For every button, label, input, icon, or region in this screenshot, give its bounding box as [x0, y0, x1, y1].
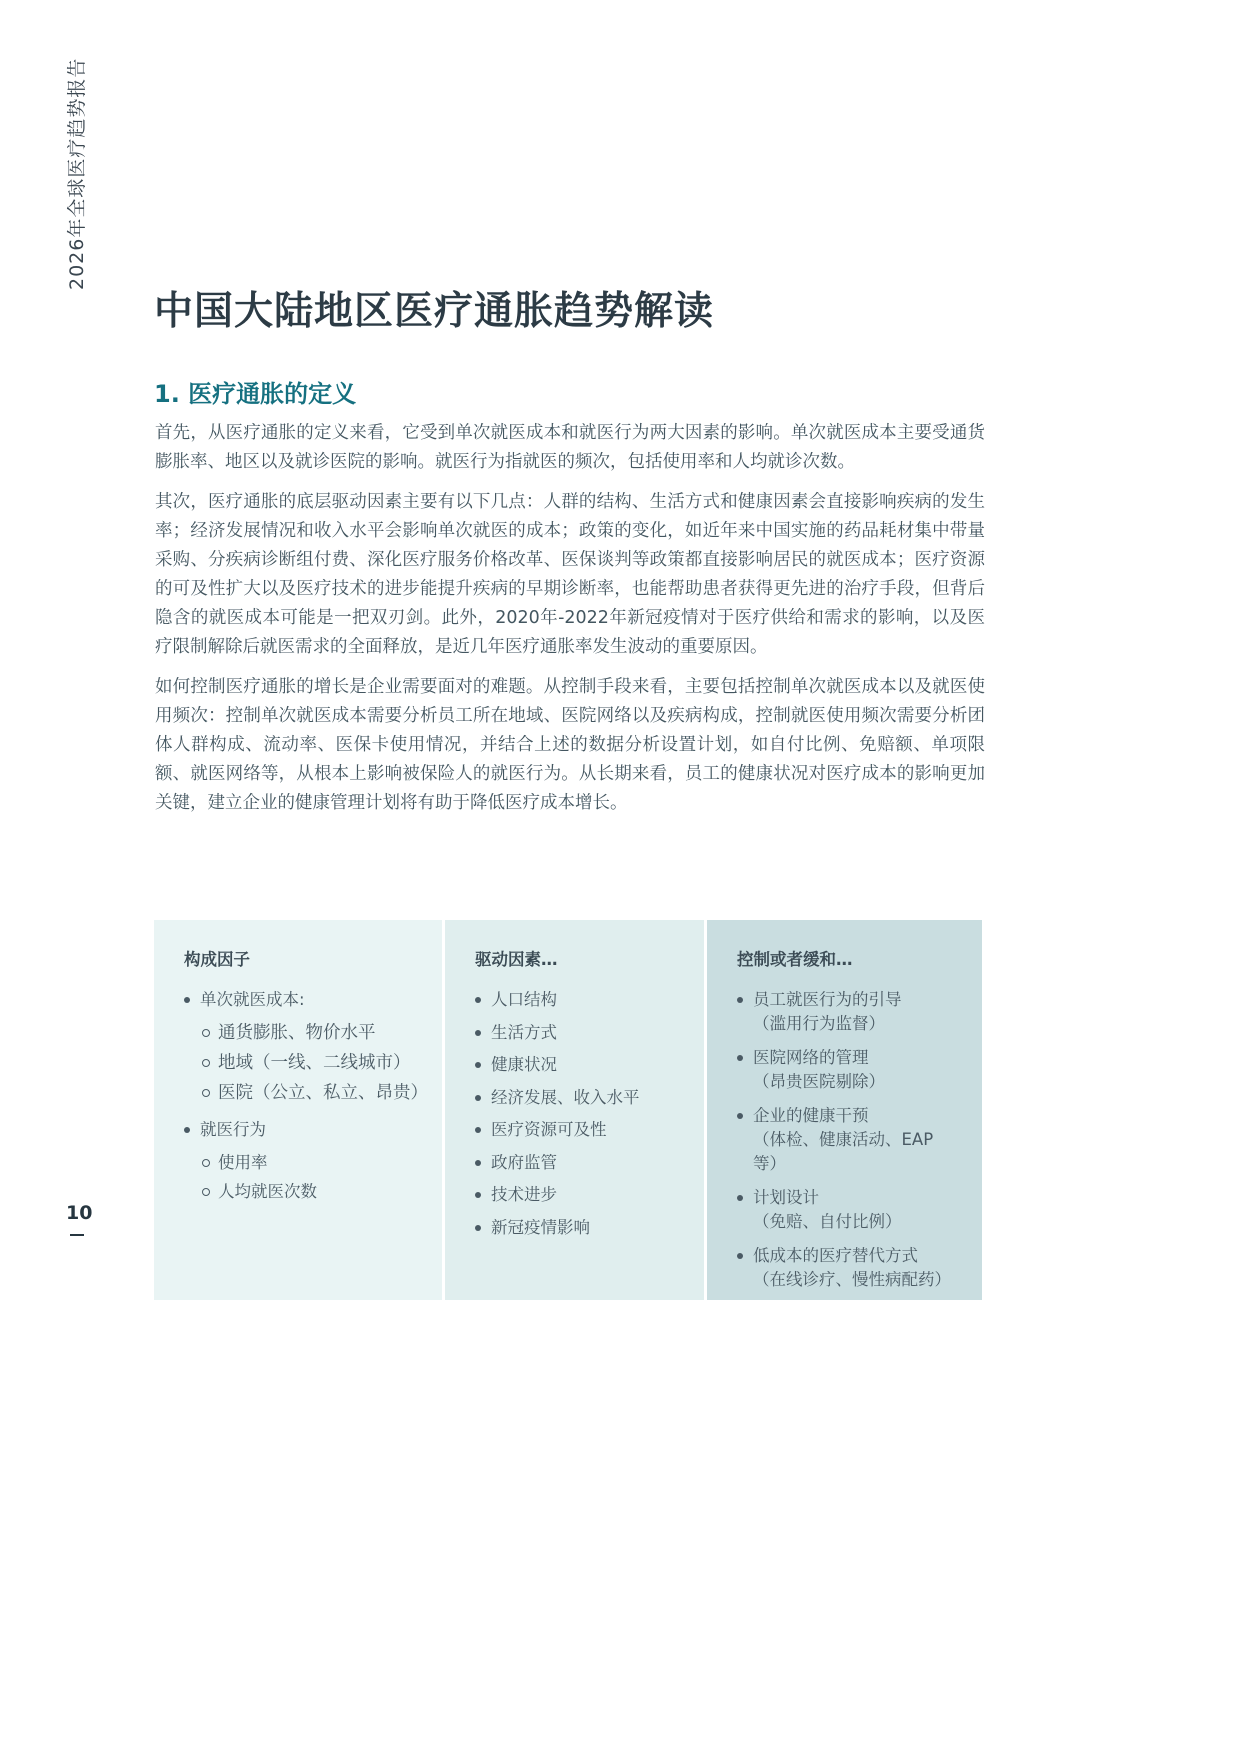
page-title: 中国大陆地区医疗通胀趋势解读 [154, 289, 715, 334]
list-item-label: 医院网络的管理 [753, 1048, 869, 1067]
bullet-list [737, 988, 962, 1292]
sub-list [200, 1148, 422, 1206]
page-number: 10 [66, 1202, 92, 1228]
sub-list [200, 1018, 428, 1108]
list-item-label: 员工就医行为的引导 [753, 990, 902, 1009]
sub-list-item: 通货膨胀、物价水平 [200, 1018, 422, 1048]
table-column-controls [707, 920, 982, 1300]
list-item-note: （在线诊疗、慢性病配药） [753, 1270, 951, 1289]
list-item [737, 1104, 962, 1176]
list-item: 技术进步 [475, 1183, 684, 1207]
table-column-drivers [445, 920, 707, 1300]
list-item-label: 低成本的医疗替代方式 [753, 1246, 918, 1265]
list-item-label: 计划设计 [753, 1188, 819, 1207]
body-text [155, 419, 985, 829]
paragraph: 其次，医疗通胀的底层驱动因素主要有以下几点：人群的结构、生活方式和健康因素会直接影响疾病的发生率；经济发展情况和收入水平会影响单次就医的成本；政策的变化，如近年来中国实施的药品耗材集中带量采购、分疾病诊断组付费、深化医疗服务价格改革、医保谈判等政策都直接影响居民的就医成本；医疗资源的可及性扩大以及医疗技术的进步能提升疾病的早期诊断率，也能帮助患者获得更先进的治疗手段，但背后隐含的就医成本可能是一把双刃剑。此外，2020年-2022年新冠疫情对于医疗供给和需求的影响，以及医疗限制解除后就医需求的全面释放，是近几年医疗通胀率发生波动的重要原因。 [155, 492, 985, 657]
paragraph: 首先，从医疗通胀的定义来看，它受到单次就医成本和就医行为两大因素的影响。单次就医成本主要受通货膨胀率、地区以及就诊医院的影响。就医行为指就医的频次，包括使用率和人均就诊次数。 [155, 423, 985, 472]
column-title: 控制或者缓和… [737, 950, 853, 969]
list-item [737, 1244, 962, 1292]
bullet-list [475, 988, 684, 1240]
list-item [184, 988, 428, 1108]
list-item: 人口结构 [475, 988, 684, 1012]
list-item: 健康状况 [475, 1053, 684, 1077]
column-title: 构成因子 [184, 950, 250, 969]
report-side-title: 2026年全球医疗趋势报告 [66, 57, 88, 290]
list-item: 医疗资源可及性 [475, 1118, 684, 1142]
list-item-label: 单次就医成本: [200, 990, 305, 1009]
list-item-note: （免赔、自付比例） [753, 1212, 902, 1231]
list-item: 经济发展、收入水平 [475, 1086, 684, 1110]
list-item-note: （体检、健康活动、EAP 等） [753, 1130, 934, 1173]
list-item: 新冠疫情影响 [475, 1216, 684, 1240]
list-item-note: （昂贵医院剔除） [753, 1072, 885, 1091]
bullet-list [184, 988, 428, 1206]
sub-list-item: 医院（公立、私立、昂贵） [200, 1078, 422, 1108]
paragraph: 如何控制医疗通胀的增长是企业需要面对的难题。从控制手段来看，主要包括控制单次就医成本以及就医使用频次：控制单次就医成本需要分析员工所在地域、医院网络以及疾病构成，控制就医使用频次需要分析团体人群构成、流动率、医保卡使用情况，并结合上述的数据分析设置计划，如自付比例、免赔额、单项限额、就医网络等，从根本上影响被保险人的就医行为。从长期来看，员工的健康状况对医疗成本的影响更加关键，建立企业的健康管理计划将有助于降低医疗成本增长。 [155, 677, 985, 813]
list-item-label: 企业的健康干预 [753, 1106, 869, 1125]
sub-list-item: 人均就医次数 [200, 1177, 422, 1206]
factor-table [154, 920, 982, 1300]
section-heading: 1. 医疗通胀的定义 [154, 380, 357, 408]
list-item [737, 1186, 962, 1234]
list-item-label: 就医行为 [200, 1120, 266, 1139]
list-item [184, 1118, 422, 1206]
list-item: 政府监管 [475, 1151, 684, 1175]
list-item-note: （滥用行为监督） [753, 1014, 885, 1033]
list-item: 生活方式 [475, 1021, 684, 1045]
sub-list-item: 地域（一线、二线城市） [200, 1048, 422, 1078]
column-title: 驱动因素… [475, 950, 558, 969]
list-item [737, 1046, 962, 1094]
table-column-components [154, 920, 445, 1300]
sub-list-item: 使用率 [200, 1148, 422, 1177]
list-item [737, 988, 962, 1036]
